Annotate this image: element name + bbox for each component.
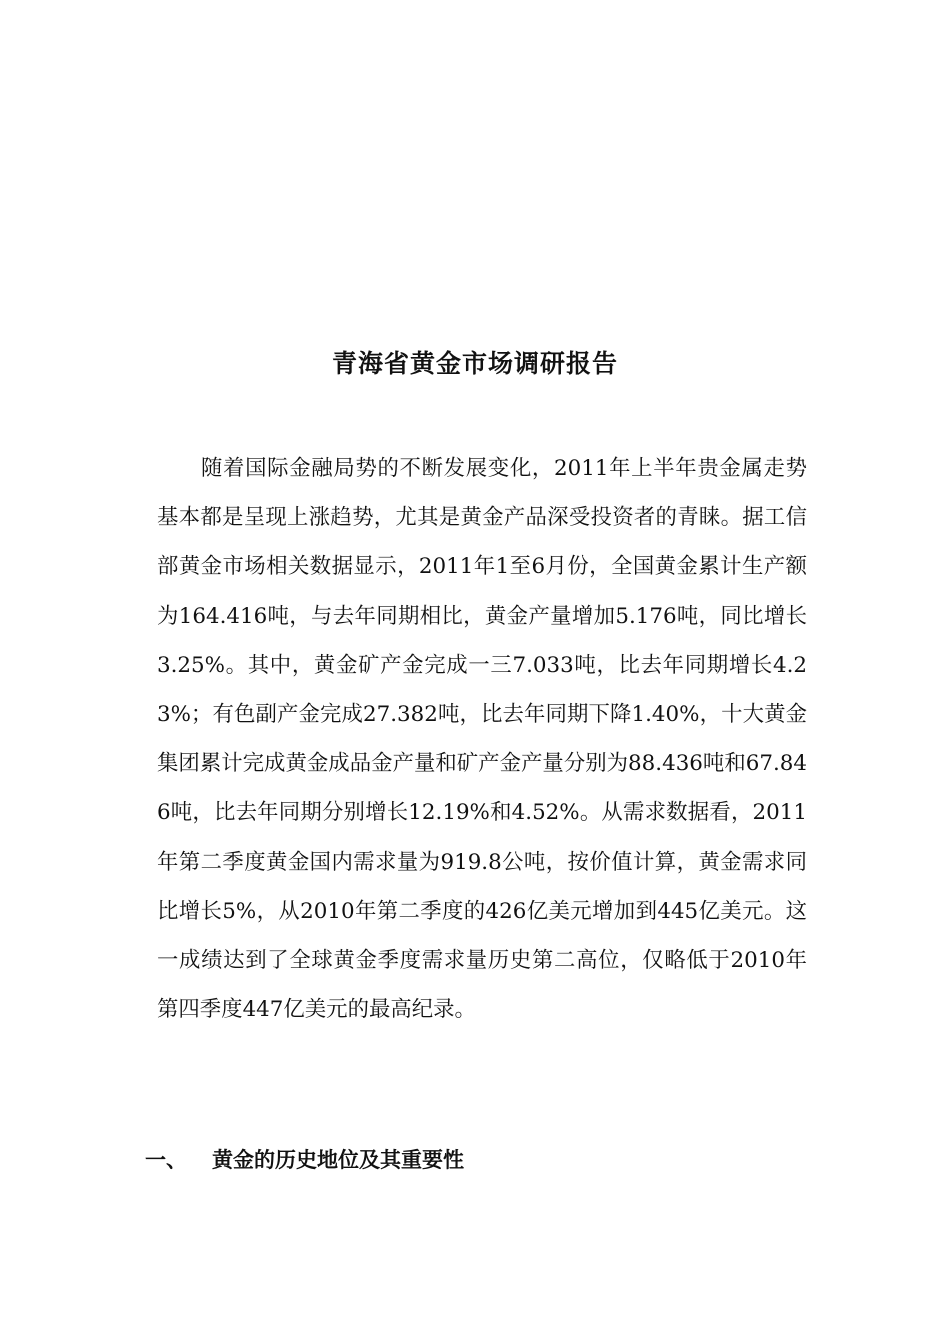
section-title: 黄金的历史地位及其重要性 bbox=[212, 1147, 464, 1172]
section-heading bbox=[145, 1140, 464, 1180]
intro-paragraph: 随着国际金融局势的不断发展变化，2011年上半年贵金属走势基本都是呈现上涨趋势，尤其是黄金产品深受投资者的青睐。据工信部黄金市场相关数据显示，2011年1至6月份，全国黄金累计生产额为164.416吨，与去年同期相比，黄金产量增加5.176吨，同比增长3.25%。其中，黄金矿产金完成一三7.033吨，比去年同期增长4.23%；有色副产金完成27.382吨，比去年同期下降1.40%，十大黄金集团累计完成黄金成品金产量和矿产金产量分别为88.436吨和67.846吨，比去年同期分别增长12.19%和4.52%。从需求数据看，2011年第二季度黄金国内需求量为919.8公吨，按价值计算，黄金需求同比增长5%，从2010年第二季度的426亿美元增加到445亿美元。这一成绩达到了全球黄金季度需求量历史第二高位，仅略低于2010年第四季度447亿美元的最高纪录。 bbox=[157, 456, 807, 1023]
document-title: 青海省黄金市场调研报告 bbox=[331, 349, 618, 378]
section-number: 一、 bbox=[145, 1147, 187, 1172]
